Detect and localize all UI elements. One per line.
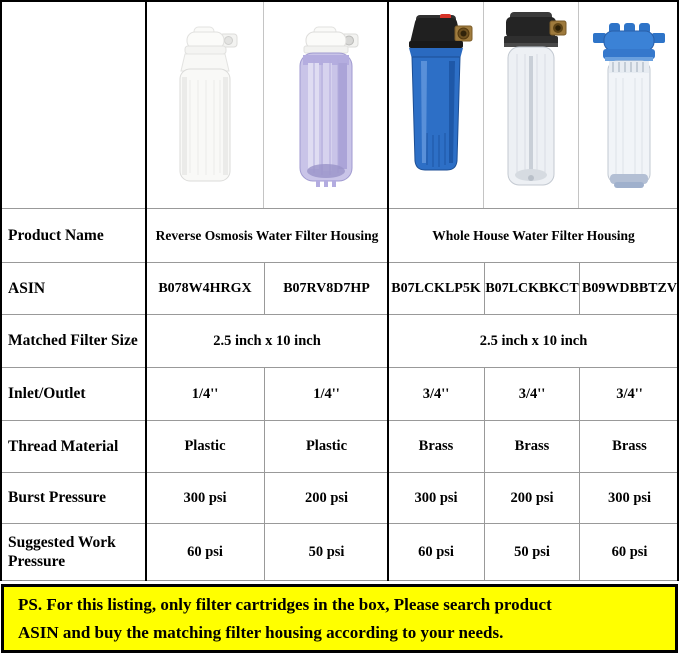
product-name-right: Whole House Water Filter Housing — [432, 227, 635, 243]
product-image-clear-blue-cap-housing — [579, 0, 679, 208]
left-border-line — [0, 0, 2, 581]
table-row-product-name — [0, 208, 679, 262]
row-label: Thread Material — [8, 437, 119, 455]
label-column-divider-line — [145, 0, 147, 581]
ps-note-line-2: ASIN and buy the matching filter housing according to your needs. — [18, 622, 504, 642]
inlet-outlet-cell: 3/4'' — [484, 368, 579, 420]
row-label: ASIN — [8, 279, 46, 297]
product-image-clear-ro-housing — [264, 0, 388, 208]
thread-material-cell: Plastic — [184, 438, 226, 454]
row-label: Product Name — [8, 226, 104, 244]
row-label: Burst Pressure — [8, 489, 107, 507]
inlet-outlet-cell: 1/4'' — [191, 385, 219, 402]
white-housing-illustration — [160, 25, 250, 190]
work-pressure-cell: 50 psi — [264, 524, 388, 580]
inlet-outlet-cell: 3/4'' — [579, 368, 679, 420]
empty-corner-cell — [0, 0, 146, 208]
table-row-thread-material — [0, 420, 679, 472]
ps-note-line-1: PS. For this listing, only filter cartridges in the box, Please search product — [18, 595, 552, 614]
work-pressure-cell: 60 psi — [418, 543, 454, 560]
row-label: Inlet/Outlet — [8, 385, 86, 403]
filter-size-left: 2.5 inch x 10 inch — [213, 332, 321, 349]
comparison-table — [0, 208, 679, 581]
asin-cell: B07LCKBKCT — [484, 263, 579, 314]
product-image-clear-black-cap-housing — [484, 0, 579, 208]
inlet-outlet-cell: 1/4'' — [264, 368, 388, 420]
work-pressure-cell: 50 psi — [484, 524, 579, 580]
work-pressure-cell: 60 psi — [187, 543, 223, 560]
burst-pressure-cell: 300 psi — [579, 473, 679, 523]
table-row-matched-filter-size — [0, 314, 679, 367]
table-row-inlet-outlet — [0, 367, 679, 420]
work-pressure-cell: 60 psi — [579, 524, 679, 580]
table-row-suggested-work-pressure — [0, 523, 679, 581]
filter-size-right: 2.5 inch x 10 inch — [479, 332, 588, 349]
table-row-burst-pressure — [0, 472, 679, 523]
product-photo-strip — [0, 0, 679, 208]
top-border-line — [0, 0, 679, 2]
burst-pressure-cell: 300 psi — [414, 489, 458, 506]
asin-cell: B09WDBBTZV — [579, 263, 679, 314]
thread-material-cell: Brass — [418, 438, 454, 454]
thread-material-cell: Brass — [484, 421, 579, 472]
asin-cell: B07RV8D7HP — [264, 263, 388, 314]
asin-cell: B07LCKLP5K — [391, 280, 481, 296]
row-label: Suggested Work Pressure — [8, 533, 116, 570]
thread-material-cell: Plastic — [264, 421, 388, 472]
row-label: Matched Filter Size — [8, 332, 138, 350]
clear-blue-cap-illustration — [589, 22, 669, 195]
clear-housing-illustration — [278, 25, 374, 190]
table-row-asin — [0, 262, 679, 314]
burst-pressure-cell: 200 psi — [264, 473, 388, 523]
ps-note — [1, 584, 678, 653]
product-name-left: Reverse Osmosis Water Filter Housing — [155, 227, 379, 243]
product-image-blue-housing — [388, 0, 484, 208]
asin-cell: B078W4HRGX — [158, 280, 252, 296]
inlet-outlet-cell: 3/4'' — [422, 385, 450, 402]
thread-material-cell: Brass — [579, 421, 679, 472]
group-divider-line — [387, 0, 389, 581]
product-image-white-ro-housing — [146, 0, 264, 208]
clear-black-cap-illustration — [493, 12, 569, 195]
burst-pressure-cell: 300 psi — [183, 489, 227, 506]
blue-housing-illustration — [397, 13, 475, 191]
burst-pressure-cell: 200 psi — [484, 473, 579, 523]
